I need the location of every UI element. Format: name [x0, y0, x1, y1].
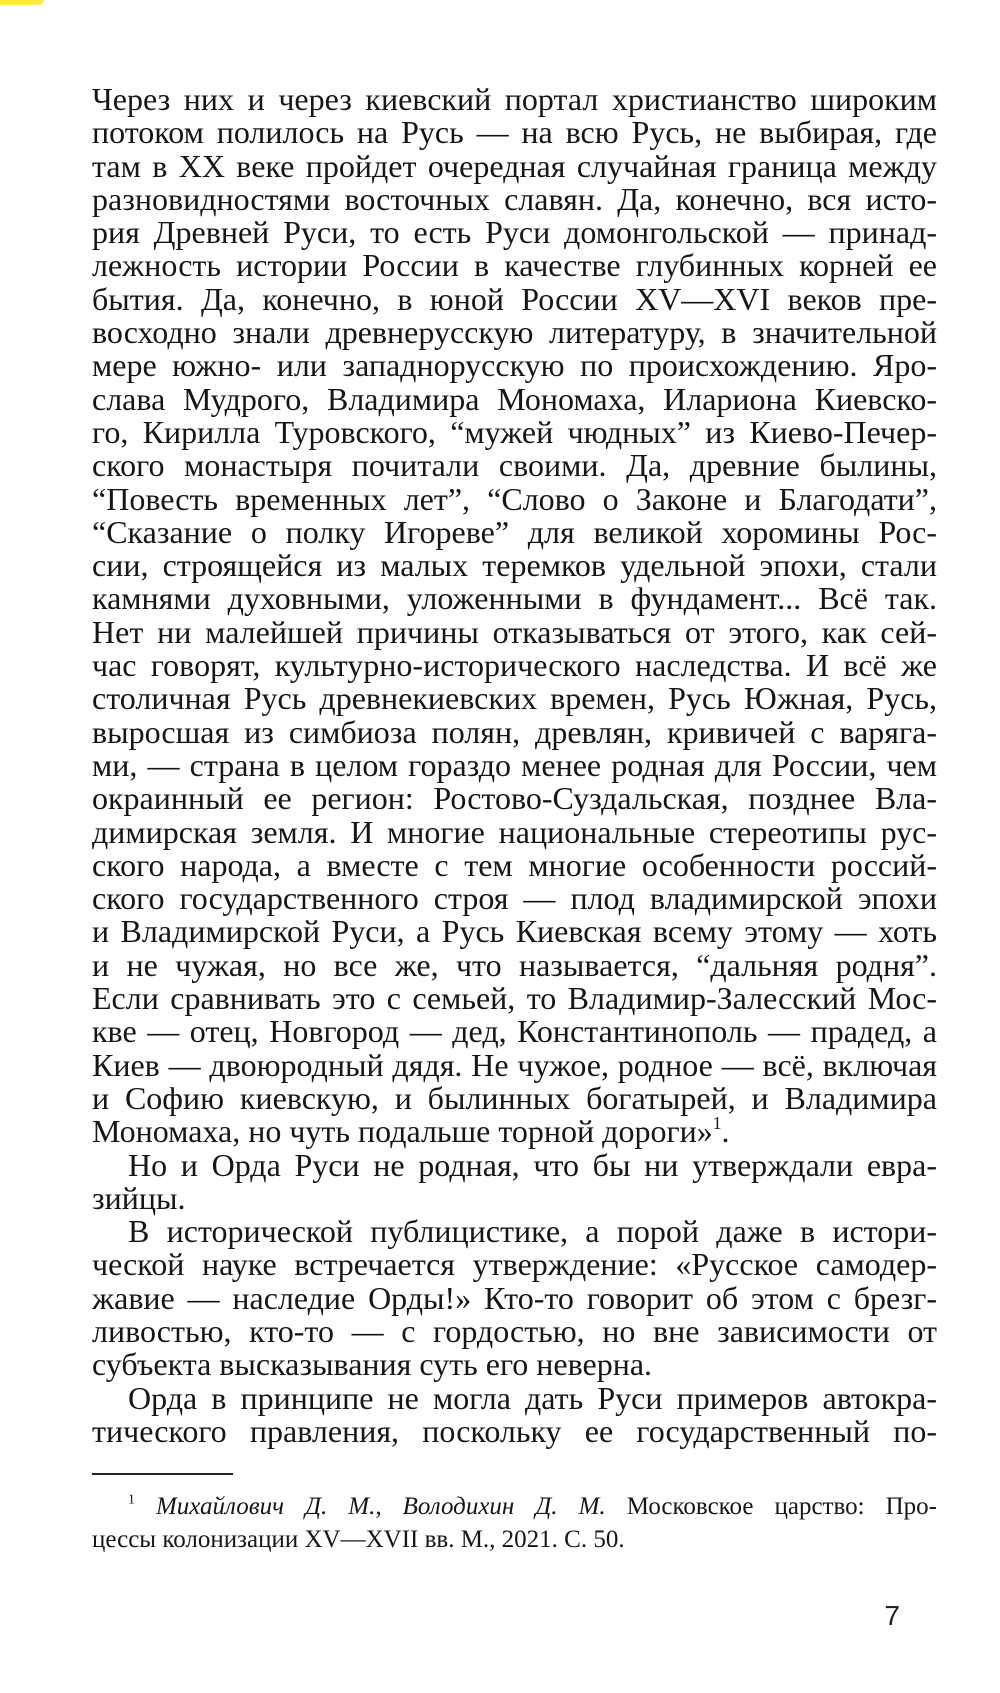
- text-line-content: ческой науке встречается утверждение: «Русское самодер-: [92, 1246, 937, 1283]
- text-line-content: ского народа, а вместе с тем многие особенности россий-: [92, 846, 937, 883]
- highlighter-mark: [0, 0, 44, 5]
- text-line-content: ми, — страна в целом гораздо менее родная для России, чем: [92, 746, 937, 783]
- text-line-content: го, Кирилла Туровского, “мужей чюдных” из Киево-Печер-: [92, 413, 937, 450]
- text-line-content: Мономаха, но чуть подальше торной дороги»: [92, 1113, 713, 1150]
- text-line-content: ского монастыря почитали своими. Да, древние былины,: [92, 447, 937, 484]
- text-line: [92, 147, 937, 184]
- text-line: [92, 1279, 937, 1316]
- text-line: [92, 746, 937, 783]
- text-line: [92, 513, 937, 550]
- text-line: [92, 316, 937, 349]
- text-line: [92, 1215, 937, 1248]
- text-line-content: “Сказание о полку Игореве” для великой хоромины Рос-: [92, 513, 937, 550]
- text-line: [92, 915, 937, 948]
- footnote-title: Московское царство: Про-: [605, 1493, 937, 1520]
- text-line-content: Нет ни малейшей причины отказываться от этого, как сей-: [92, 613, 937, 650]
- text-line: [92, 1312, 937, 1349]
- footnote-marker: 1: [128, 1491, 135, 1507]
- text-line-content: лежность истории России в качестве глубинных корней ее: [92, 247, 937, 284]
- text-line: [92, 480, 937, 517]
- punctuation: .: [721, 1113, 730, 1150]
- text-line-content: Через них и через киевский портал христианство широким: [92, 81, 937, 117]
- text-line: [92, 116, 937, 149]
- page-number: 7: [884, 1600, 900, 1631]
- text-line-content: сии, строящейся из малых теремков удельной эпохи, стали: [92, 547, 937, 584]
- text-line-content: Но и Орда Руси не родная, что бы ни утверждали евра-: [128, 1146, 937, 1183]
- text-line: [92, 713, 937, 750]
- text-line-content: тического правления, поскольку ее государственный по-: [92, 1412, 937, 1449]
- text-line: [92, 380, 937, 417]
- text-line: [92, 782, 937, 815]
- text-line-content: слава Мудрого, Владимира Мономаха, Илариона Киевско-: [92, 380, 937, 417]
- footnote-authors: Михайлович Д. М., Володихин Д. М.: [155, 1493, 606, 1520]
- text-line-content: час говорят, культурно-исторического наследства. И всё же: [92, 647, 937, 684]
- text-line: [92, 1412, 937, 1449]
- text-line: [92, 549, 937, 582]
- text-line: [92, 1079, 937, 1116]
- text-line-content: восходно знали древнерусскую литературу, в значительной: [92, 314, 937, 351]
- text-line: [92, 946, 937, 983]
- text-line: [92, 1115, 937, 1148]
- text-line: [92, 1379, 937, 1416]
- text-line: [92, 449, 937, 482]
- text-line: [92, 1248, 937, 1281]
- text-line-content: потоком полилось на Русь — на всю Русь, не выбирая, где: [92, 114, 937, 151]
- text-line: [92, 180, 937, 217]
- text-line-content: Орда в принципе не могла дать Руси примеров автокра-: [128, 1379, 937, 1416]
- text-line: [92, 649, 937, 682]
- text-line: [92, 846, 937, 883]
- text-line-content: мере южно- или западнорусскую по происхождению. Яро-: [92, 347, 937, 384]
- text-line-content: и Владимирской Руси, а Русь Киевская всему этому — хоть: [92, 913, 937, 950]
- text-line: [92, 413, 937, 450]
- footnote-line-2: цессы колонизации XV—XVII вв. М., 2021. С. 50.: [92, 1526, 625, 1553]
- text-line-content: димирская земля. И многие национальные стереотипы рус-: [92, 813, 937, 850]
- text-line-content: и не чужая, но все же, что называется, “дальняя родня”.: [92, 946, 937, 983]
- body-text: [92, 83, 937, 1448]
- text-line: [92, 682, 937, 715]
- footnote: [92, 1490, 937, 1556]
- text-line-content: столичная Русь древнекиевских времен, Русь Южная, Русь,: [92, 680, 937, 717]
- text-line-content: зийцы.: [92, 1179, 186, 1216]
- text-line-content: В исторической публицистике, а порой даже в истори-: [128, 1213, 937, 1250]
- text-line-content: “Повесть временных лет”, “Слово о Законе и Благодати”,: [92, 480, 937, 517]
- text-line: [92, 582, 937, 615]
- text-line-content: бытия. Да, конечно, в юной России XV—XVI веков пре-: [92, 280, 937, 317]
- text-line-content: камнями духовными, уложенными в фундамент... Всё так.: [92, 580, 937, 617]
- text-line-content: разновидностями восточных славян. Да, конечно, вся исто-: [92, 180, 937, 217]
- text-line: [92, 813, 937, 850]
- text-line-content: Киев — двоюродный дядя. Не чужое, родное — всё, включая: [92, 1046, 937, 1083]
- text-line: [92, 1146, 937, 1183]
- text-line: [92, 1348, 937, 1381]
- text-line-content: кве — отец, Новгород — дед, Константинополь — прадед, а: [92, 1013, 937, 1050]
- text-line: [92, 1179, 937, 1216]
- text-line: [92, 1046, 937, 1083]
- text-line-content: субъекта высказывания суть его неверна.: [92, 1346, 653, 1383]
- text-line: [92, 83, 937, 116]
- text-line: [92, 280, 937, 317]
- footnote-divider: [92, 1473, 233, 1475]
- text-line-content: рия Древней Руси, то есть Руси домонгольской — принад-: [92, 214, 937, 251]
- text-line: [92, 1015, 937, 1048]
- text-line-content: ливостью, кто-то — с гордостью, но вне зависимости от: [92, 1312, 937, 1349]
- text-line-content: там в XX веке пройдет очередная случайная граница между: [92, 147, 937, 184]
- text-line-content: жавие — наследие Орды!» Кто-то говорит об этом с брезг-: [92, 1279, 937, 1316]
- text-line-content: выросшая из симбиоза полян, древлян, кривичей с варяга-: [92, 713, 937, 750]
- text-line: [92, 882, 937, 915]
- text-line-content: и Софию киевскую, и былинных богатырей, и Владимира: [92, 1079, 937, 1116]
- text-line: [92, 249, 937, 282]
- footnote-reference: 1: [712, 1113, 722, 1134]
- text-line: [92, 349, 937, 382]
- text-line-content: ского государственного строя — плод владимирской эпохи: [92, 880, 937, 917]
- text-line: [92, 982, 937, 1015]
- text-line: [92, 613, 937, 650]
- footnote-line-1: [92, 1490, 937, 1523]
- text-line: [92, 216, 937, 249]
- text-line-content: Если сравнивать это с семьей, то Владимир-Залесский Мос-: [92, 980, 937, 1017]
- text-line-content: окраинный ее регион: Ростово-Суздальская, позднее Вла-: [92, 780, 937, 817]
